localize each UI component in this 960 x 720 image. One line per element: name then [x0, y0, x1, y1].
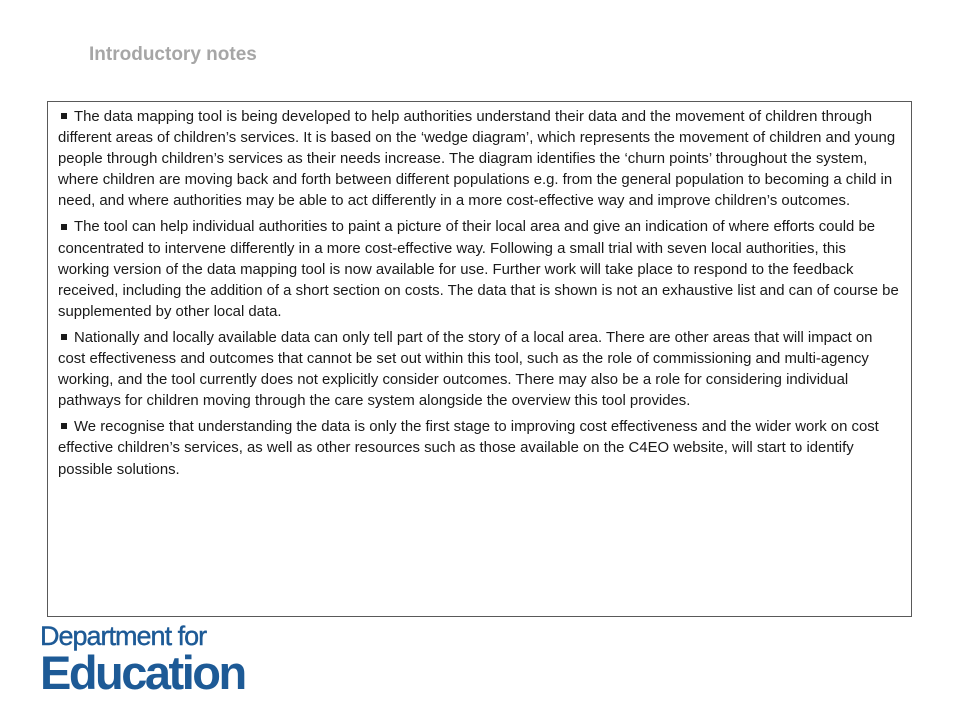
note-item [58, 107, 901, 212]
note-text: The tool can help individual authorities to paint a picture of their local area and give an indication of where efforts could be concentrated to intervene differently in a more cost-effective way. Following a small trial with seven local authorities, this working version of the data mapping tool is now available for use. Further work will take place to respond to the feedback received, including the addition of a short section on costs. The data that is shown is not an exhaustive list and can of course be supplemented by other local data. [58, 219, 899, 320]
page-title: Introductory notes [89, 44, 257, 65]
square-bullet-icon [61, 423, 67, 429]
note-item [58, 217, 901, 322]
note-text: Nationally and locally available data can only tell part of the story of a local area. There are other areas that will impact on cost effectiveness and outcomes that cannot be set out within this tool, such as the role of commissioning and multi-agency working, and the tool currently does not explicitly consider outcomes. There may also be a role for considering individual pathways for children moving through the care system alongside the overview this tool provides. [58, 329, 873, 410]
note-item [58, 328, 901, 412]
notes-box [47, 101, 912, 617]
notes-list [58, 107, 901, 481]
square-bullet-icon [61, 224, 67, 230]
square-bullet-icon [61, 113, 67, 119]
note-item [58, 417, 901, 480]
logo-line-1: Department for [40, 621, 207, 651]
logo-line-2: Education [40, 646, 245, 699]
square-bullet-icon [61, 334, 67, 340]
note-text: We recognise that understanding the data is only the first stage to improving cost effectiveness and the wider work on cost effective children’s services, as well as other resources such as those available on the C4EO website, will start to identify possible solutions. [58, 419, 879, 478]
department-for-education-logo [40, 621, 245, 699]
note-text: The data mapping tool is being developed to help authorities understand their data and the movement of children through different areas of children’s services. It is based on the ‘wedge diagram’, which represents the movement of children and young people through children’s services as their needs increase. The diagram identifies the ‘churn points’ throughout the system, where children are moving back and forth between different populations e.g. from the general population to becoming a child in need, and where authorities may be able to act differently in a more cost-effective way and improve children’s outcomes. [58, 109, 896, 210]
